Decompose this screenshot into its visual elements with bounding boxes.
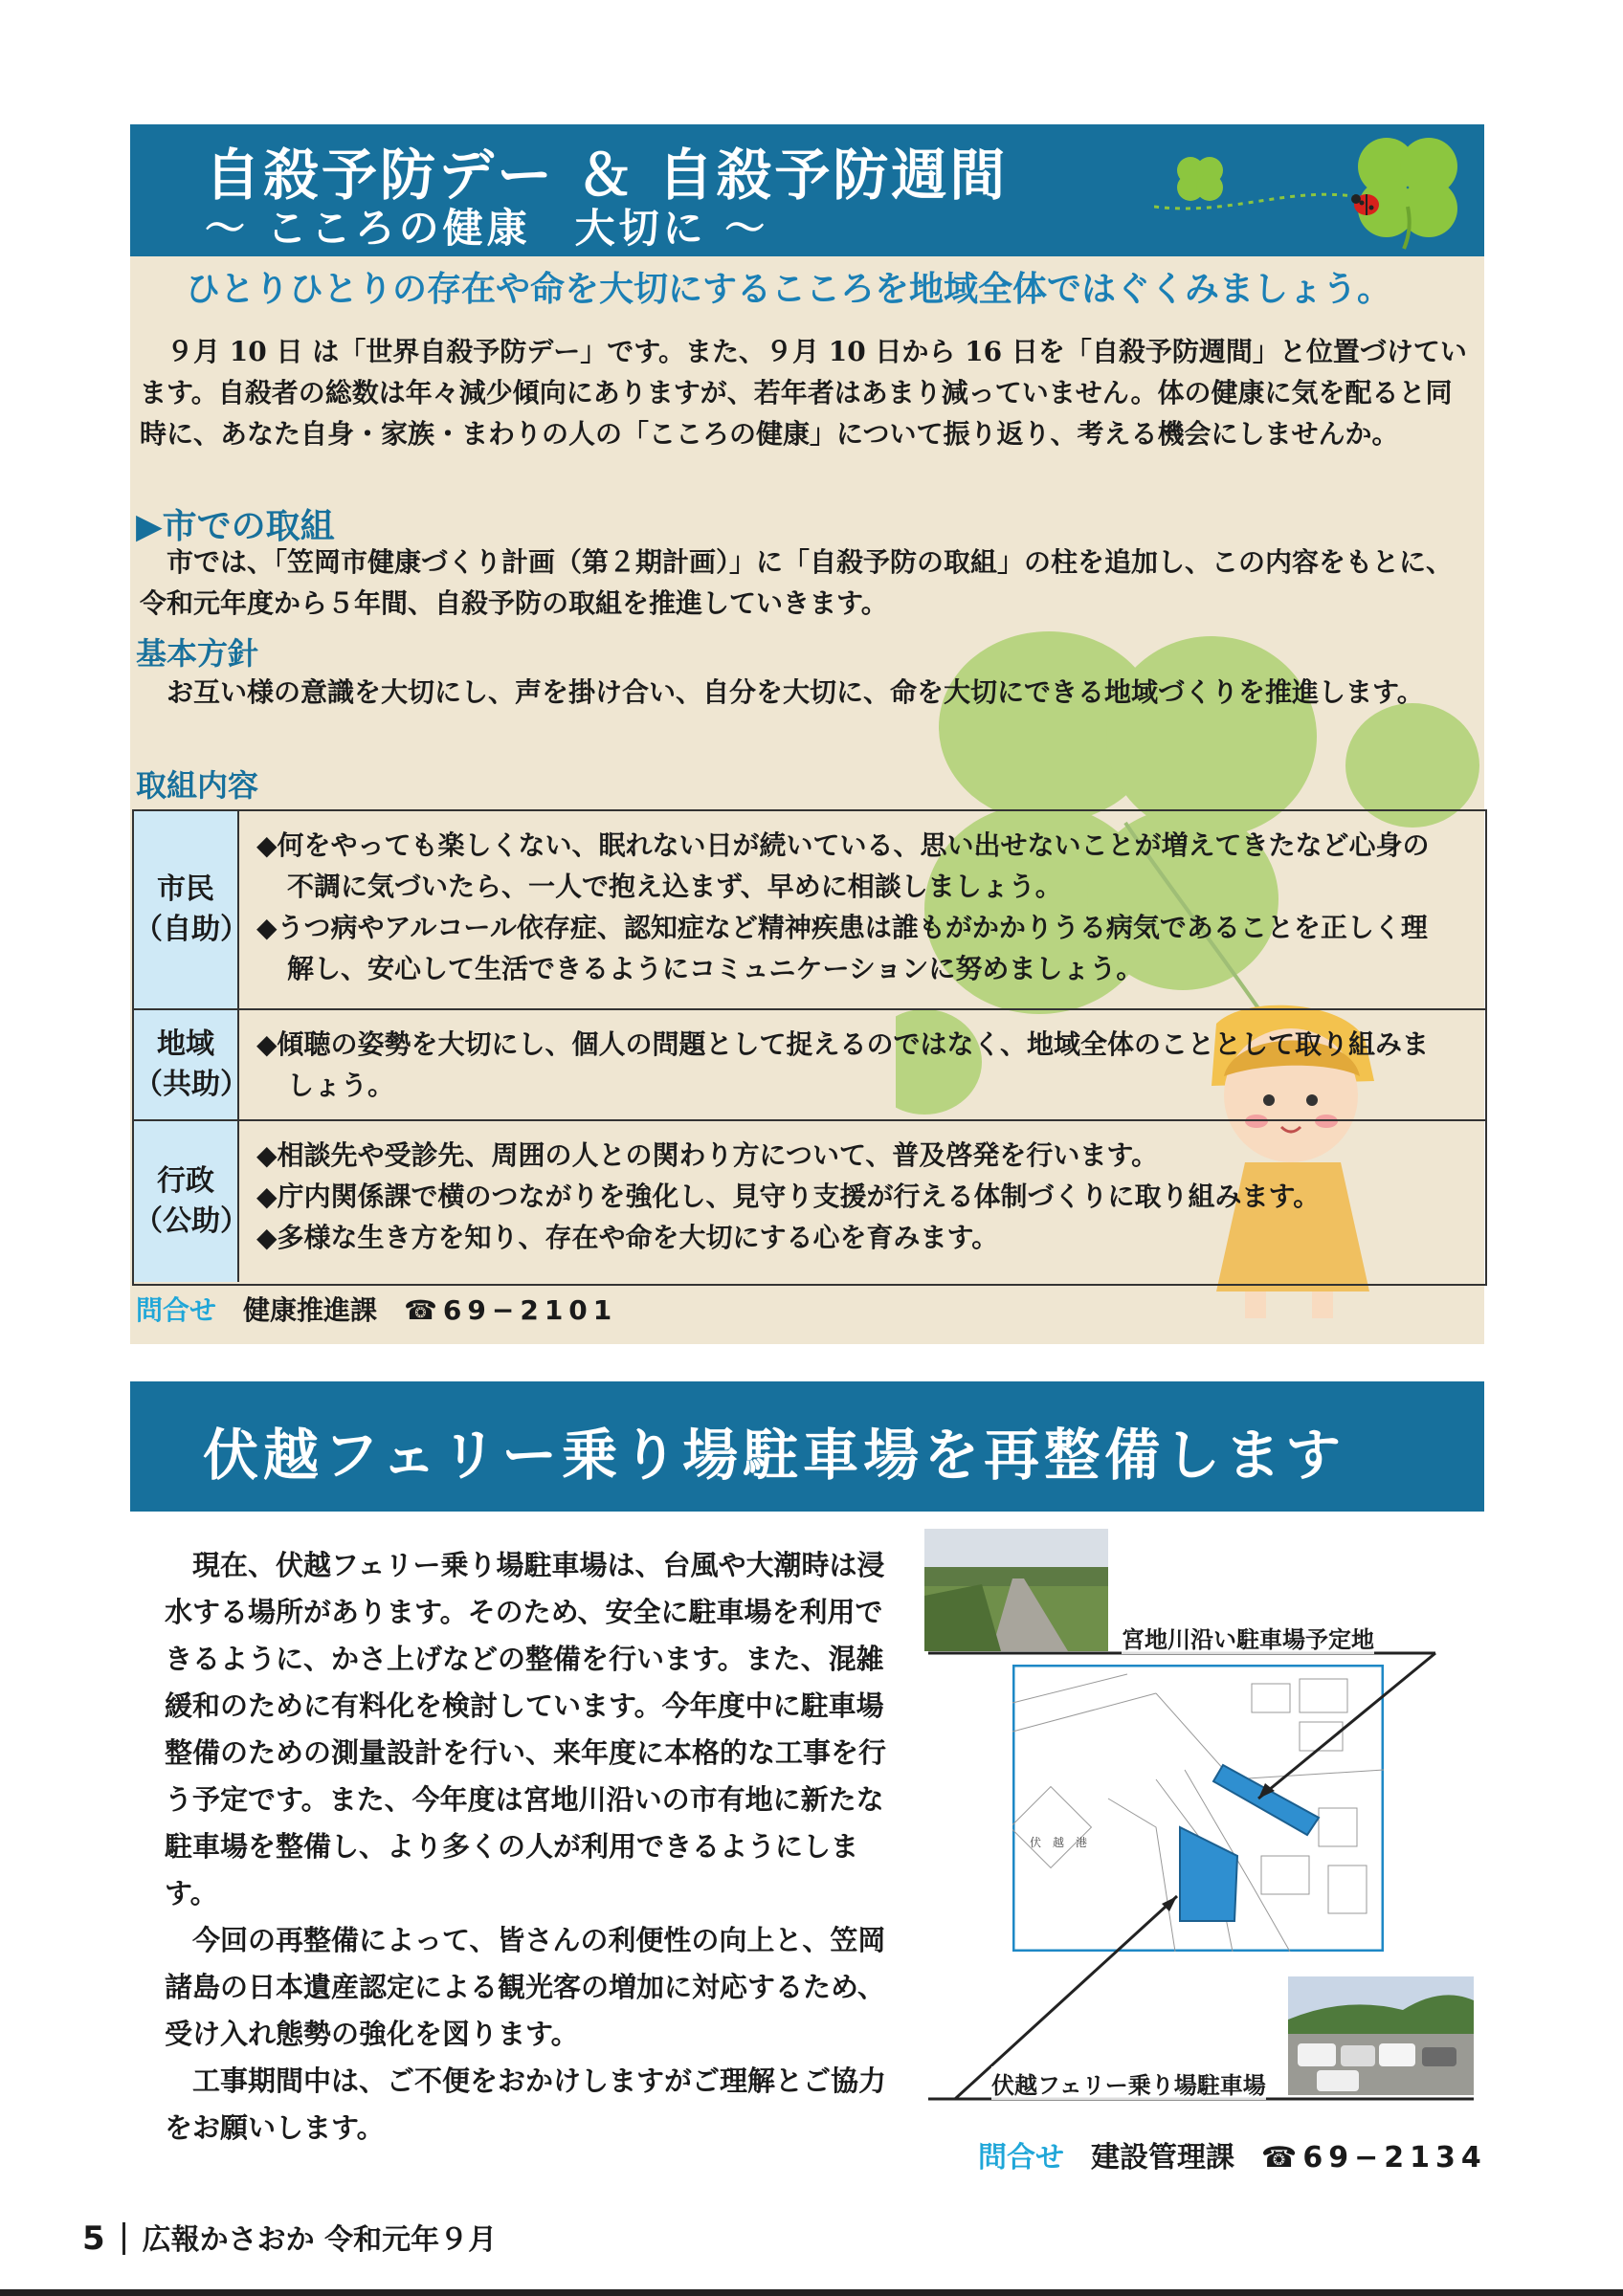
contact-label: 問合せ (978, 2141, 1064, 2175)
policy-heading: 基本方針 (136, 635, 259, 672)
list-item: ◆傾聴の姿勢を大切にし、個人の問題として捉えるのではなく、地域全体のこととして取り組みましょう。 (256, 1028, 1429, 1101)
body-paragraph: 今回の再整備によって、皆さんの利便性の向上と、笠岡諸島の日本遺産認定による観光客の増加に対応するため、受け入れ態勢の強化を図ります。 (165, 1924, 886, 2050)
port-label: 伏 越 港 (1030, 1836, 1088, 1849)
table-row (134, 811, 1485, 1010)
row-content (256, 825, 1453, 989)
table-row (134, 1010, 1485, 1121)
contact-tel: ☎69−2101 (404, 1294, 618, 1326)
footer-divider (122, 2222, 125, 2255)
section1-header (130, 124, 1484, 256)
row-label-main: 行政 (157, 1164, 214, 1198)
contact-dept: 建設管理課 (1091, 2141, 1234, 2175)
section1-contact (136, 1290, 617, 1328)
actions-table (132, 809, 1487, 1286)
contact-dept: 健康推進課 (243, 1294, 378, 1326)
list-item: ◆相談先や受診先、周囲の人との関わり方について、普及啓発を行います。 (256, 1139, 1159, 1171)
actions-heading: 取組内容 (136, 767, 259, 804)
policy-paragraph: お互い様の意識を大切にし、声を掛け合い、自分を大切に、命を大切にできる地域づくりを推進します。 (140, 676, 1424, 708)
body-paragraph: 工事期間中は、ご不便をおかけしますがご理解とご協力をお願いします。 (165, 2064, 887, 2144)
clover-ladybug-icon (1154, 128, 1470, 253)
section1-title: 自殺予防デー ＆ 自殺予防週間 (205, 143, 1009, 208)
bottom-rule (0, 2289, 1623, 2296)
ferry-parking-photo (1288, 1976, 1474, 2095)
map-label-planned-lot: 宮地川沿い駐車場予定地 (1122, 1621, 1374, 1654)
section2-header (130, 1381, 1484, 1512)
map-label-ferry-lot: 伏越フェリー乗り場駐車場 (991, 2066, 1266, 2100)
row-label-sub: （自助） (134, 913, 249, 946)
row-content (256, 1135, 1453, 1258)
section2-title: 伏越フェリー乗り場駐車場を再整備します (203, 1423, 1346, 1488)
body-paragraph: 現在、伏越フェリー乗り場駐車場は、台風や大潮時は浸水する場所があります。そのため、安全に駐車場を利用できるように、かさ上げなどの整備を行います。また、混雑緩和のために有料化を検討しています。今年度中に駐車場整備のための測量設計を行い、来年度に本格的な工事を行う予定です。また、今年度は宮地川沿いの市有地に新たな駐車場を整備し、より多くの人が利用できるようにします。 (165, 1549, 887, 1910)
row-label-main: 市民 (157, 872, 214, 906)
list-item: ◆何をやっても楽しくない、眠れない日が続いている、思い出せないことが増えてきたなど心身の不調に気づいたら、一人で抱え込まず、早めに相談しましょう。 (256, 829, 1430, 902)
row-label-sub: （公助） (134, 1204, 249, 1238)
row-label (134, 811, 249, 1008)
contact-tel: ☎69−2134 (1261, 2141, 1487, 2175)
section1-subtitle: ～ こころの健康 大切に ～ (205, 205, 769, 252)
section1-tagline: ひとりひとりの存在や命を大切にするこころを地域全体ではぐくみましょう。 (186, 270, 1392, 309)
section2-body (165, 1542, 906, 2152)
row-label (134, 1010, 249, 1119)
list-item: ◆多様な生き方を知り、存在や命を大切にする心を育みます。 (256, 1222, 999, 1253)
list-item: ◆うつ病やアルコール依存症、認知症など精神疾患は誰もがかかりうる病気であることを正しく理解し、安心して生活できるようにコミュニケーションに努めましょう。 (256, 912, 1428, 984)
row-label (134, 1121, 249, 1282)
row-label-main: 地域 (157, 1027, 214, 1061)
list-item: ◆庁内関係課で横のつながりを強化し、見守り支援が行える体制づくりに取り組みます。 (256, 1181, 1321, 1212)
suicide-prevention-section (130, 124, 1484, 1344)
row-content (256, 1024, 1453, 1106)
row-label-sub: （共助） (134, 1068, 249, 1101)
city-heading: ▶市での取組 (136, 507, 335, 546)
contact-label: 問合せ (136, 1294, 217, 1326)
table-row (134, 1121, 1485, 1282)
intro-paragraph: ９月 10 日 は「世界自殺予防デー」です。また、９月 10 日から 16 日を「自殺予防週間」と位置づけています。自殺者の総数は年々減少傾向にありますが、若年者はあまり減っていません。体の健康に気を配ると同時に、あなた自身・家族・まわりの人の「こころの健康」について振り返り、考える機会にしませんか。 (140, 336, 1467, 450)
section2-contact (978, 2133, 1487, 2175)
page-footer (82, 2216, 497, 2258)
city-paragraph: 市では、「笠岡市健康づくり計画（第２期計画）」に「自殺予防の取組」の柱を追加し、この内容をもとに、令和元年度から５年間、自殺予防の取組を推進していきます。 (140, 546, 1454, 619)
page-number: 5 (82, 2219, 105, 2258)
publication-name: 広報かさおか 令和元年９月 (142, 2223, 498, 2257)
